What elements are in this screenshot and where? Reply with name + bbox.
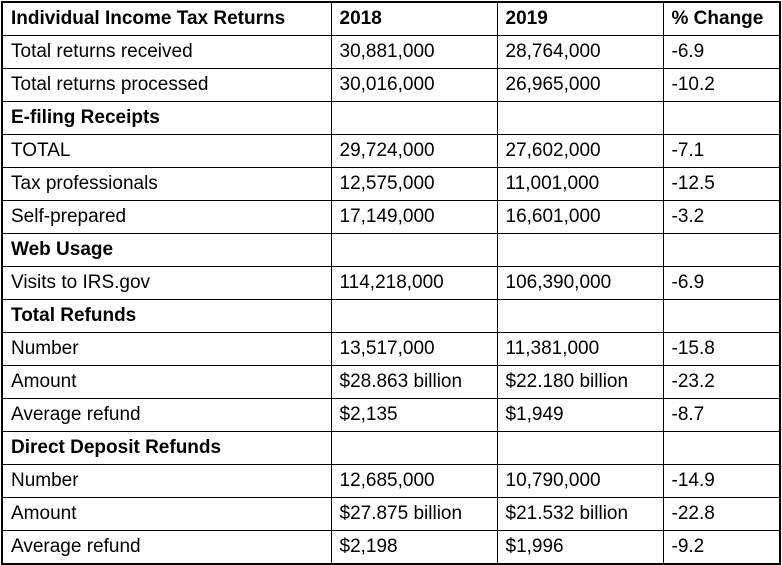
cell-change: -10.2: [663, 69, 780, 102]
column-header-label: Individual Income Tax Returns: [2, 2, 331, 36]
table-row: [2, 201, 780, 234]
cell-change: -9.2: [663, 531, 780, 565]
table-row: [2, 267, 780, 300]
row-label: Tax professionals: [2, 168, 331, 201]
row-label: Total returns processed: [2, 69, 331, 102]
cell-2019: 27,602,000: [497, 135, 663, 168]
cell-2019: 10,790,000: [497, 465, 663, 498]
row-label: Self-prepared: [2, 201, 331, 234]
cell-2018: $27.875 billion: [331, 498, 497, 531]
cell-2018: [331, 234, 497, 267]
table-row: [2, 333, 780, 366]
cell-change: -7.1: [663, 135, 780, 168]
table-row: [2, 135, 780, 168]
row-label: TOTAL: [2, 135, 331, 168]
cell-2018: $28.863 billion: [331, 366, 497, 399]
section-label: Direct Deposit Refunds: [2, 432, 331, 465]
cell-2019: $1,949: [497, 399, 663, 432]
cell-2018: 29,724,000: [331, 135, 497, 168]
table-row: [2, 366, 780, 399]
section-label: Total Refunds: [2, 300, 331, 333]
cell-change: -14.9: [663, 465, 780, 498]
cell-2018: [331, 102, 497, 135]
cell-change: [663, 234, 780, 267]
table-row: [2, 36, 780, 69]
column-header-change: % Change: [663, 2, 780, 36]
row-label: Visits to IRS.gov: [2, 267, 331, 300]
cell-2019: $22.180 billion: [497, 366, 663, 399]
section-row-total-refunds: [2, 300, 780, 333]
cell-2018: 17,149,000: [331, 201, 497, 234]
section-row-web-usage: [2, 234, 780, 267]
table-header-row: [2, 2, 780, 36]
section-label: Web Usage: [2, 234, 331, 267]
cell-change: -8.7: [663, 399, 780, 432]
section-row-efiling-receipts: [2, 102, 780, 135]
row-label: Average refund: [2, 399, 331, 432]
table-row: [2, 498, 780, 531]
table-row: [2, 69, 780, 102]
table-row: [2, 531, 780, 565]
cell-2019: [497, 234, 663, 267]
cell-2019: [497, 432, 663, 465]
table-row: [2, 465, 780, 498]
table-row: [2, 399, 780, 432]
cell-change: -3.2: [663, 201, 780, 234]
cell-2019: [497, 300, 663, 333]
cell-change: -15.8: [663, 333, 780, 366]
cell-2018: [331, 300, 497, 333]
cell-2018: 12,685,000: [331, 465, 497, 498]
cell-2018: 30,881,000: [331, 36, 497, 69]
cell-2018: 12,575,000: [331, 168, 497, 201]
row-label: Number: [2, 333, 331, 366]
cell-change: -12.5: [663, 168, 780, 201]
cell-2018: $2,135: [331, 399, 497, 432]
row-label: Total returns received: [2, 36, 331, 69]
cell-change: -22.8: [663, 498, 780, 531]
row-label: Average refund: [2, 531, 331, 565]
cell-2019: $1,996: [497, 531, 663, 565]
cell-2018: 114,218,000: [331, 267, 497, 300]
cell-2019: 11,001,000: [497, 168, 663, 201]
income-tax-returns-table: [1, 1, 781, 565]
section-label: E-filing Receipts: [2, 102, 331, 135]
cell-2019: 28,764,000: [497, 36, 663, 69]
cell-2019: 11,381,000: [497, 333, 663, 366]
row-label: Number: [2, 465, 331, 498]
cell-change: [663, 432, 780, 465]
row-label: Amount: [2, 498, 331, 531]
cell-change: [663, 102, 780, 135]
column-header-2019: 2019: [497, 2, 663, 36]
cell-change: -6.9: [663, 267, 780, 300]
cell-2019: 16,601,000: [497, 201, 663, 234]
cell-change: [663, 300, 780, 333]
cell-2018: $2,198: [331, 531, 497, 565]
column-header-2018: 2018: [331, 2, 497, 36]
cell-2019: $21.532 billion: [497, 498, 663, 531]
cell-change: -6.9: [663, 36, 780, 69]
section-row-direct-deposit-refunds: [2, 432, 780, 465]
cell-2018: 13,517,000: [331, 333, 497, 366]
row-label: Amount: [2, 366, 331, 399]
cell-2019: 106,390,000: [497, 267, 663, 300]
cell-change: -23.2: [663, 366, 780, 399]
cell-2018: 30,016,000: [331, 69, 497, 102]
cell-2019: [497, 102, 663, 135]
cell-2019: 26,965,000: [497, 69, 663, 102]
cell-2018: [331, 432, 497, 465]
table-row: [2, 168, 780, 201]
